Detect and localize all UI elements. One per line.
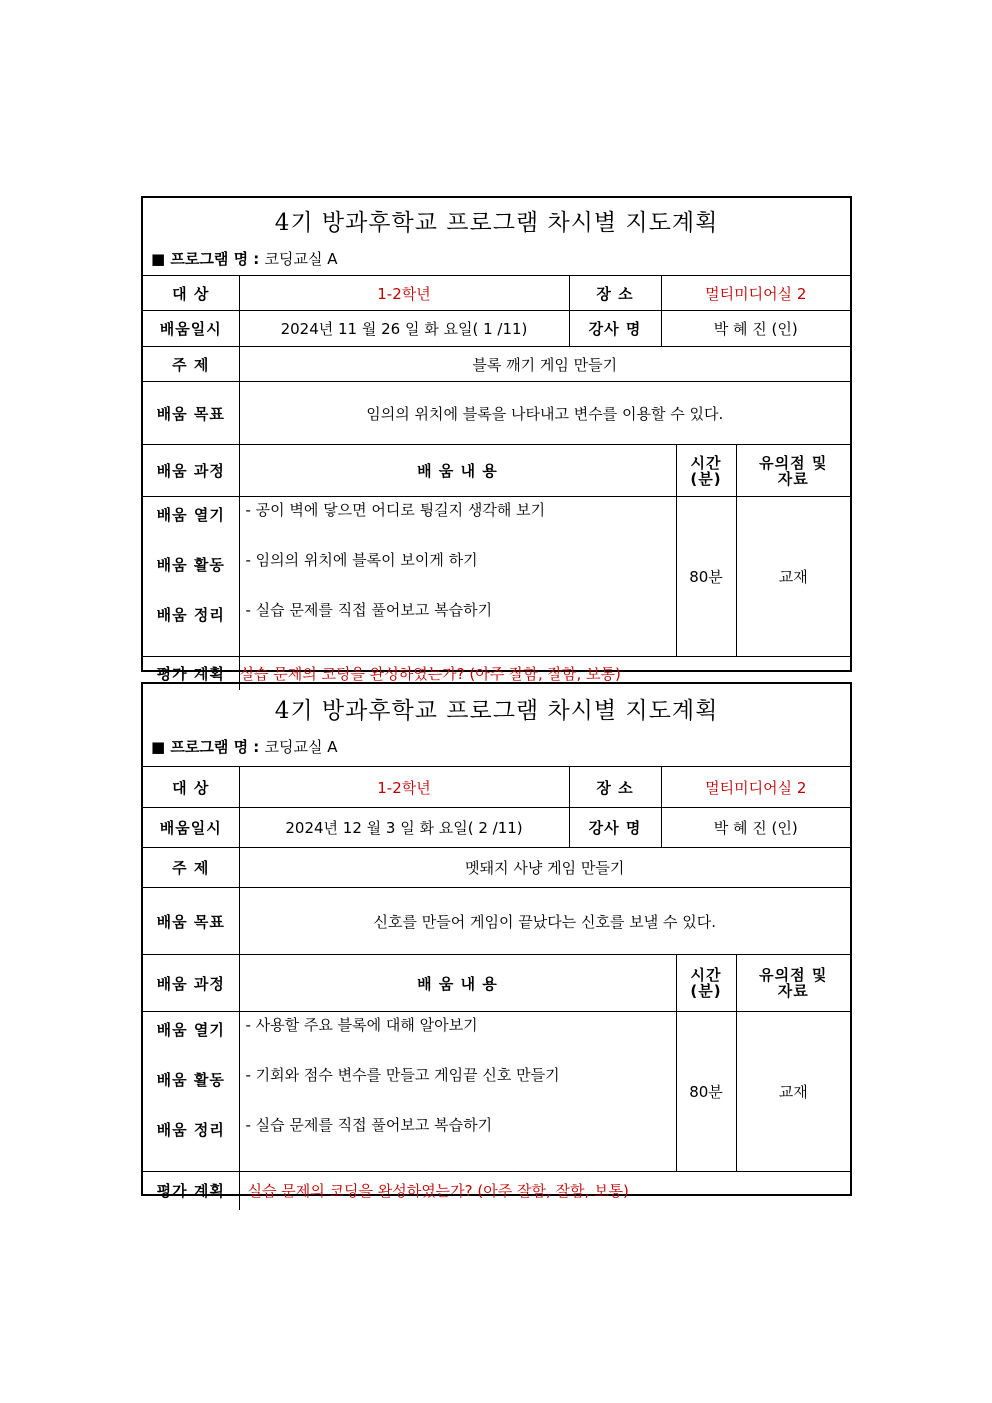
notes-header-line2: 자료 <box>777 982 809 1000</box>
goal-label: 배움 목표 <box>143 382 239 445</box>
step-label: 배움 열기 <box>156 506 225 524</box>
program-name-line <box>151 248 338 269</box>
step-content: - 실습 문제를 직접 풀어보고 복습하기 <box>245 1116 493 1134</box>
program-name-line <box>151 736 338 757</box>
step-contents <box>239 1012 676 1172</box>
place-value: 멀티미디어실 2 <box>661 767 850 808</box>
eval-label: 평가 계획 <box>143 1172 239 1210</box>
date-label: 배움일시 <box>143 311 239 347</box>
topic-label: 주 제 <box>143 347 239 382</box>
lesson-plan-1 <box>141 196 852 683</box>
step-content: - 공이 벽에 닿으면 어디로 튕길지 생각해 보기 <box>245 501 546 519</box>
teacher-label: 강사 명 <box>569 311 661 347</box>
notes-value: 교재 <box>736 497 850 657</box>
teacher-value: 박 혜 진 (인) <box>661 311 850 347</box>
place-label: 장 소 <box>569 767 661 808</box>
program-name-label: ■ 프로그램 명 : <box>151 250 265 268</box>
program-name-value: 코딩교실 A <box>264 250 338 268</box>
step-labels <box>143 497 239 657</box>
topic-value: 멧돼지 사냥 게임 만들기 <box>239 848 850 888</box>
topic-value: 블록 깨기 게임 만들기 <box>239 347 850 382</box>
place-value: 멀티미디어실 2 <box>661 276 850 311</box>
step-label: 배움 정리 <box>156 1121 225 1139</box>
notes-value: 교재 <box>736 1012 850 1172</box>
goal-value: 임의의 위치에 블록을 나타내고 변수를 이용할 수 있다. <box>239 382 850 445</box>
step-label: 배움 활동 <box>156 556 225 574</box>
place-label: 장 소 <box>569 276 661 311</box>
step-content: - 실습 문제를 직접 풀어보고 복습하기 <box>245 601 493 619</box>
step-label: 배움 활동 <box>156 1071 225 1089</box>
content-header: 배 움 내 용 <box>239 445 676 497</box>
notes-header <box>736 445 850 497</box>
content-header: 배 움 내 용 <box>239 955 676 1012</box>
notes-header-line1: 유의점 및 <box>759 966 828 984</box>
eval-value: 실습 문제의 코딩을 완성하였는가? (아주 잘함, 잘함, 보통) <box>239 1172 850 1210</box>
goal-label: 배움 목표 <box>143 888 239 955</box>
time-value: 80분 <box>676 497 736 657</box>
step-content: - 임의의 위치에 블록이 보이게 하기 <box>245 551 478 569</box>
process-header: 배움 과정 <box>143 955 239 1012</box>
notes-header-line1: 유의점 및 <box>759 453 828 472</box>
teacher-value: 박 혜 진 (인) <box>661 808 850 848</box>
time-value: 80분 <box>676 1012 736 1172</box>
process-header: 배움 과정 <box>143 445 239 497</box>
plan-table <box>143 275 850 690</box>
plan-title: 4기 방과후학교 프로그램 차시별 지도계획 <box>274 698 719 724</box>
step-contents <box>239 497 676 657</box>
target-value: 1-2학년 <box>239 276 569 311</box>
step-labels <box>143 1012 239 1172</box>
program-name-value: 코딩교실 A <box>264 738 338 756</box>
step-content: - 기회와 점수 변수를 만들고 게임끝 신호 만들기 <box>245 1066 560 1084</box>
program-name-label: ■ 프로그램 명 : <box>151 738 265 756</box>
step-content: - 사용할 주요 블록에 대해 알아보기 <box>245 1016 478 1034</box>
notes-header <box>736 955 850 1012</box>
step-label: 배움 정리 <box>156 606 225 624</box>
eval-label: 평가 계획 <box>143 657 239 690</box>
target-label: 대 상 <box>143 276 239 311</box>
time-header-line1: 시간 <box>690 966 722 984</box>
time-header-line2: (분) <box>690 469 722 488</box>
teacher-label: 강사 명 <box>569 808 661 848</box>
target-label: 대 상 <box>143 767 239 808</box>
target-value: 1-2학년 <box>239 767 569 808</box>
time-header-line1: 시간 <box>690 453 722 472</box>
plan-table <box>143 766 850 1210</box>
lesson-plan-2 <box>141 682 852 1201</box>
notes-header-line2: 자료 <box>777 469 809 488</box>
date-label: 배움일시 <box>143 808 239 848</box>
topic-label: 주 제 <box>143 848 239 888</box>
date-value: 2024년 11 월 26 일 화 요일( 1 /11) <box>239 311 569 347</box>
time-header-line2: (분) <box>690 982 722 1000</box>
step-label: 배움 열기 <box>156 1021 225 1039</box>
time-header <box>676 445 736 497</box>
plan-title: 4기 방과후학교 프로그램 차시별 지도계획 <box>274 210 719 236</box>
goal-value: 신호를 만들어 게임이 끝났다는 신호를 보낼 수 있다. <box>239 888 850 955</box>
date-value: 2024년 12 월 3 일 화 요일( 2 /11) <box>239 808 569 848</box>
eval-value: 실습 문제의 코딩을 완성하였는가? (아주 잘함, 잘함, 보통) <box>239 657 850 690</box>
time-header <box>676 955 736 1012</box>
